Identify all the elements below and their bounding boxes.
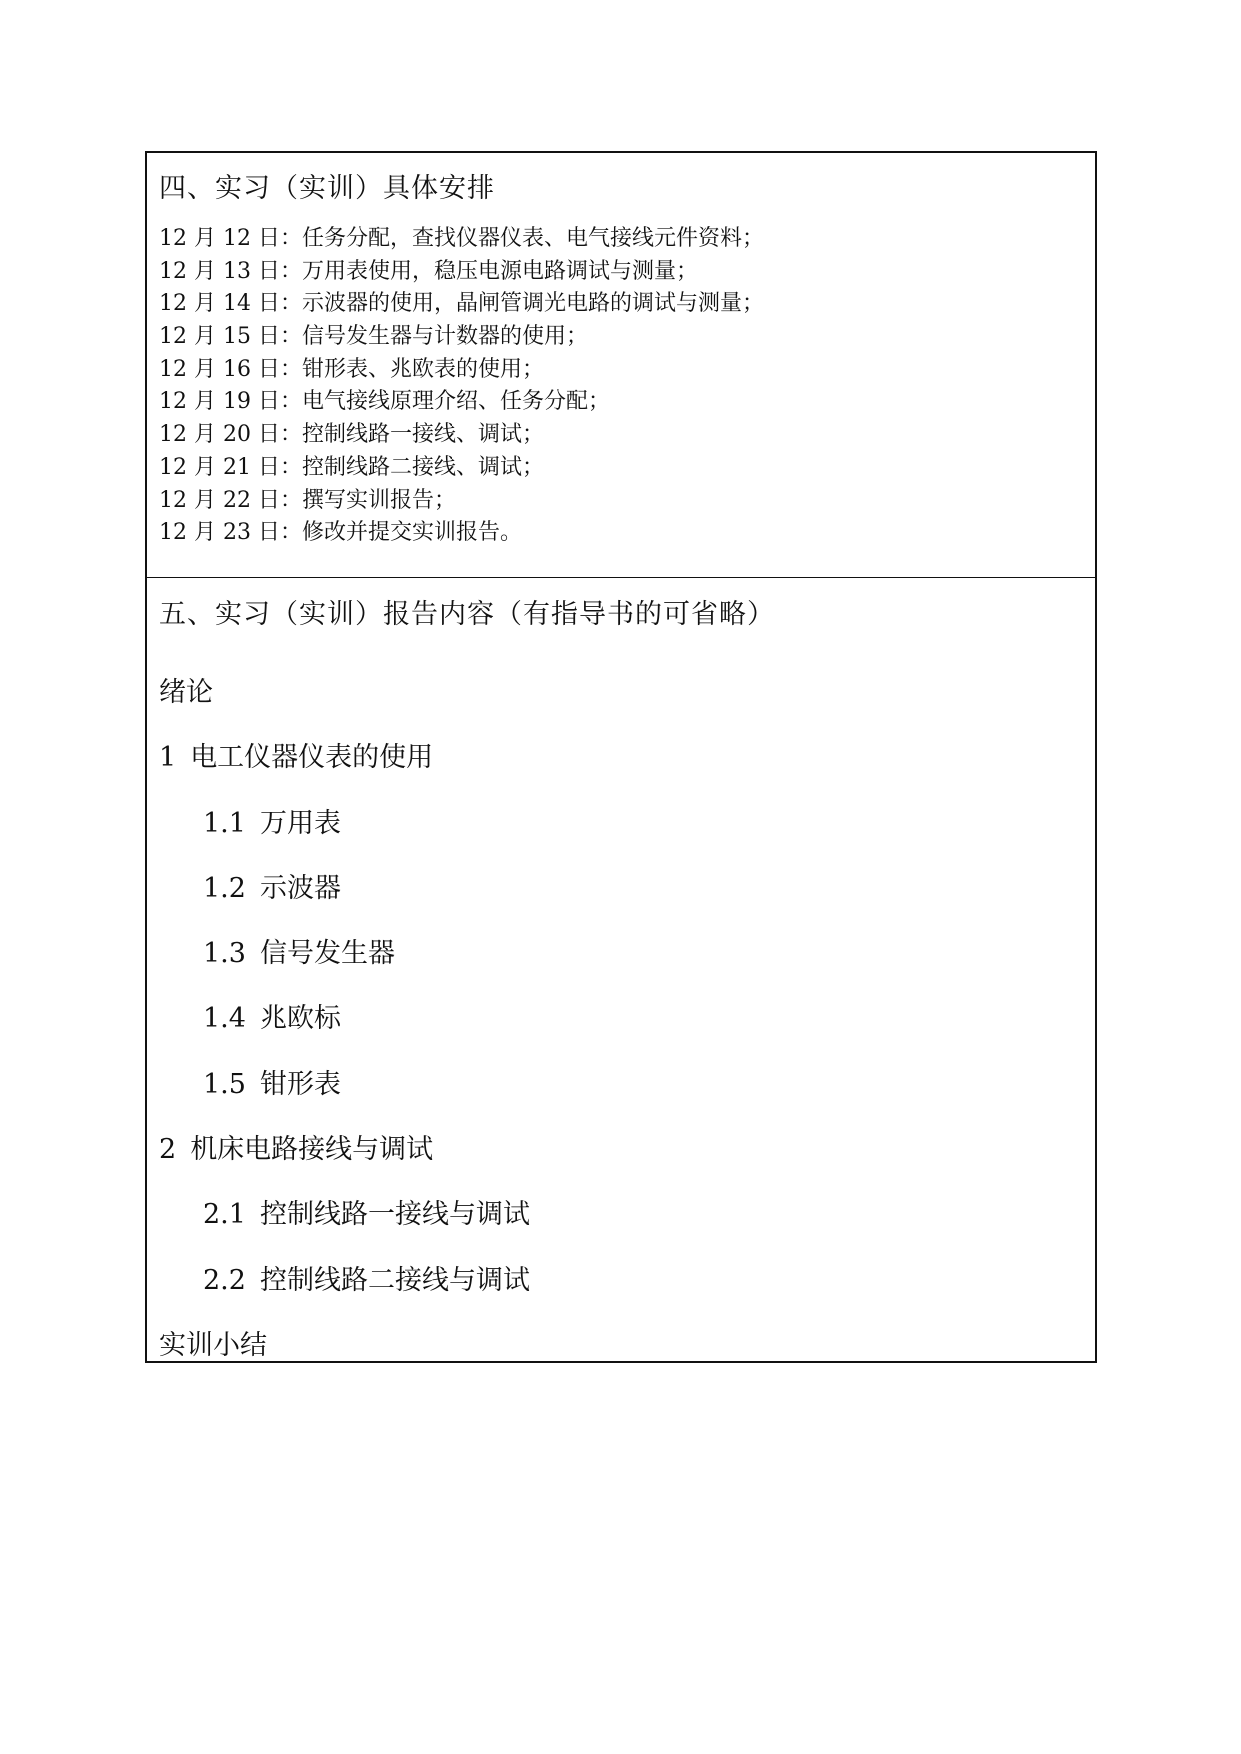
report-table — [145, 151, 1097, 1363]
section-four-title: 四、实习（实训）具体安排 — [159, 173, 495, 204]
toc-item-1-3 — [159, 921, 530, 986]
schedule-item: 12 月 19 日：电气接线原理介绍、任务分配； — [159, 389, 610, 415]
schedule-item: 12 月 23 日：修改并提交实训报告。 — [159, 520, 522, 546]
toc-text: 绪论 — [159, 677, 213, 708]
toc-number: 1 — [159, 742, 177, 774]
toc-number: 1.1 — [203, 807, 246, 839]
schedule-item: 12 月 15 日：信号发生器与计数器的使用； — [159, 324, 588, 350]
toc-text: 钳形表 — [259, 1068, 341, 1100]
toc-text: 示波器 — [259, 872, 341, 904]
toc-text: 信号发生器 — [259, 938, 395, 970]
toc-item-1-2 — [159, 856, 530, 921]
toc-list — [159, 660, 530, 1378]
toc-text: 兆欧标 — [259, 1003, 341, 1035]
schedule-item: 12 月 16 日：钳形表、兆欧表的使用； — [159, 356, 544, 382]
toc-number: 2.2 — [203, 1264, 246, 1296]
toc-item-summary — [159, 1313, 530, 1378]
schedule-list — [159, 223, 764, 550]
toc-item-1-4 — [159, 986, 530, 1051]
section-four-schedule — [147, 153, 1095, 578]
schedule-item: 12 月 14 日：示波器的使用，晶闸管调光电路的调试与测量； — [159, 291, 764, 317]
toc-text: 实训小结 — [159, 1329, 267, 1361]
toc-item-1-5 — [159, 1052, 530, 1117]
toc-number: 1.4 — [203, 1003, 246, 1035]
toc-item-1-1 — [159, 791, 530, 856]
toc-item-2-2 — [159, 1248, 530, 1313]
toc-text: 机床电路接线与调试 — [190, 1134, 434, 1166]
schedule-item: 12 月 22 日：撰写实训报告； — [159, 487, 456, 513]
section-five-contents — [147, 578, 1095, 1361]
schedule-item: 12 月 13 日：万用表使用，稳压电源电路调试与测量； — [159, 258, 698, 284]
toc-text: 控制线路二接线与调试 — [259, 1264, 530, 1296]
toc-item-chapter-2 — [159, 1117, 530, 1182]
section-five-title: 五、实习（实训）报告内容（有指导书的可省略） — [159, 599, 775, 630]
toc-number: 1.2 — [203, 872, 246, 904]
toc-number: 2 — [159, 1134, 177, 1166]
schedule-item: 12 月 21 日：控制线路二接线、调试； — [159, 454, 544, 480]
toc-item-introduction — [159, 660, 530, 725]
toc-number: 2.1 — [203, 1199, 246, 1231]
schedule-item: 12 月 20 日：控制线路一接线、调试； — [159, 422, 544, 448]
toc-item-chapter-1 — [159, 725, 530, 790]
toc-number: 1.5 — [203, 1068, 246, 1100]
schedule-item: 12 月 12 日：任务分配，查找仪器仪表、电气接线元件资料； — [159, 226, 764, 251]
toc-item-2-1 — [159, 1182, 530, 1247]
toc-text: 万用表 — [259, 807, 341, 839]
toc-text: 控制线路一接线与调试 — [259, 1199, 530, 1231]
toc-number: 1.3 — [203, 938, 246, 970]
toc-text: 电工仪器仪表的使用 — [190, 742, 434, 774]
